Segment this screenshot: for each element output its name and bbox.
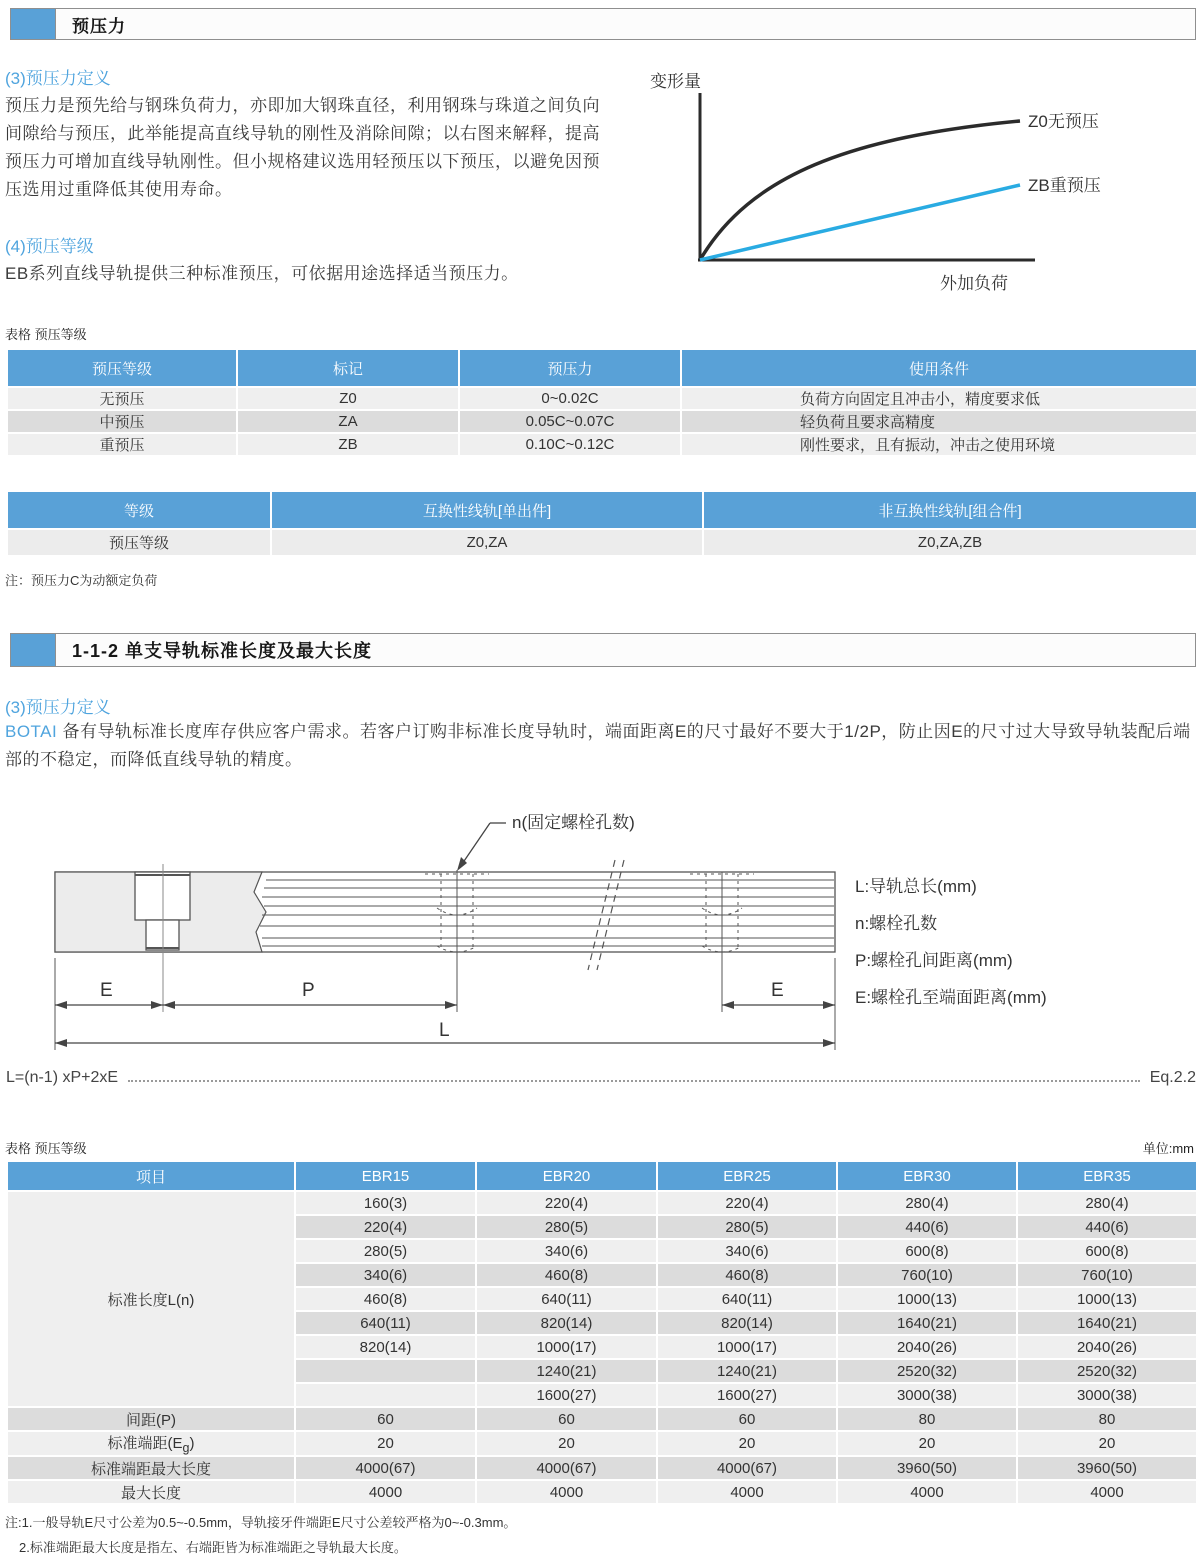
table-cell: 460(8) [477,1264,656,1286]
eg-label-sub: g [182,1441,190,1455]
table-cell: 60 [658,1408,836,1430]
table-cell: 0~0.02C [460,388,680,409]
equation-number: Eq.2.2 [1149,1069,1196,1086]
table-cell: Z0 [238,388,458,409]
table-cell: 600(8) [838,1240,1016,1262]
table-cell: 280(5) [477,1216,656,1238]
dotted-leader [128,1068,1140,1082]
table-cell: 0.10C~0.12C [460,434,680,455]
dim-label-e-right: E [771,980,784,1001]
table-cell: 760(10) [1018,1264,1196,1286]
chart-y-axis-label: 变形量 [650,72,701,91]
eg-label-post: ) [189,1435,195,1452]
table-cell: 160(3) [296,1192,475,1214]
table-cell: 2040(26) [1018,1336,1196,1358]
table-cell: 220(4) [658,1192,836,1214]
table-cell: 600(8) [1018,1240,1196,1262]
table-cell: 1000(17) [477,1336,656,1358]
table-cell: 1000(13) [1018,1288,1196,1310]
legend-item-l: L:导轨总长(mm) [855,877,977,896]
section-accent-block [11,9,56,39]
table-cell: 3960(50) [1018,1457,1196,1479]
table-cell: 3960(50) [838,1457,1016,1479]
table-cell: 3000(38) [1018,1384,1196,1406]
footnote-line-1: 注:1.一般导轨E尺寸公差为0.5~-0.5mm，导轨接牙件端距E尺寸公差较严格为0~-0.3mm。 [5,1515,517,1530]
table-cell: Z0,ZA,ZB [704,530,1196,555]
table-row [8,388,1196,409]
callout-leader [460,823,490,867]
section1-header-bar [10,8,1196,40]
rail-length-heading: (3)预压力定义 [5,698,111,717]
table-cell: 2520(32) [838,1360,1016,1382]
table-cell: 1600(27) [658,1384,836,1406]
table-cell: 80 [1018,1408,1196,1430]
table-cell: 刚性要求，且有振动，冲击之使用环境 [682,434,1196,455]
row-label-cell: 标准端距最大长度 [8,1457,294,1479]
table3-unit-label: 单位:mm [1142,1141,1194,1156]
table-row [8,530,1196,555]
table2-header-row [8,492,1196,528]
table-cell: 760(10) [838,1264,1016,1286]
table-cell: 中预压 [8,411,236,432]
table-cell: 460(8) [296,1288,475,1310]
table-cell: 340(6) [477,1240,656,1262]
table-cell: 4000 [658,1481,836,1503]
eg-label-pre: 标准端距(E [107,1435,183,1452]
table-cell: 1240(21) [658,1360,836,1382]
table-cell: 60 [296,1408,475,1430]
row-label-cell: 最大长度 [8,1481,294,1503]
preload-definition-body: 预压力是预先给与钢珠负荷力，亦即加大钢珠直径，利用钢珠与珠道之间负向间隙给与预压，此举能提高直线导轨的刚性及消除间隙；以右图来解释，提高预压力可增加直线导轨刚性。但小规格建议选用轻预压以下预压，以避免因预压选用过重降低其使用寿命。 [5,96,600,199]
table-cell: 4000(67) [658,1457,836,1479]
chart-z0-series-label: Z0无预压 [1028,112,1099,131]
table1-header-mark: 标记 [238,350,458,386]
preload-definition-heading: (3)预压力定义 [5,69,111,88]
table-cell: 预压等级 [8,530,270,555]
table-cell: 1000(17) [658,1336,836,1358]
table-cell: 1600(27) [477,1384,656,1406]
table-cell: 0.05C~0.07C [460,411,680,432]
table-cell: 220(4) [296,1216,475,1238]
table3-caption: 表格 预压等级 [5,1141,87,1156]
table2-header-interchangeable: 互换性线轨[单出件] [272,492,702,528]
chart-x-axis-label: 外加负荷 [940,274,1008,293]
table1-header-condition: 使用条件 [682,350,1196,386]
table-cell: 280(5) [658,1216,836,1238]
table-cell: 640(11) [477,1288,656,1310]
table-cell: 2520(32) [1018,1360,1196,1382]
table-row [8,1192,1196,1214]
table-cell: 60 [477,1408,656,1430]
section1-title: 预压力 [72,16,126,36]
table-row [8,1432,1196,1455]
rail-dimension-drawing [40,800,860,1060]
table-cell: 640(11) [658,1288,836,1310]
length-formula-row [6,1068,1196,1087]
dim-label-l: L [439,1020,450,1041]
table3-header-ebr20: EBR20 [477,1162,656,1190]
rail-length-body [5,718,1197,774]
table-cell: 1640(21) [838,1312,1016,1334]
row-label-cell [8,1432,294,1455]
dim-label-e-left: E [100,980,113,1001]
interchangeability-table [6,490,1198,557]
table-row [8,1457,1196,1479]
chart-z0-curve [700,121,1020,260]
table3-header-item: 项目 [8,1162,294,1190]
table-cell: 80 [838,1408,1016,1430]
table-cell: 2040(26) [838,1336,1016,1358]
table-cell: 4000 [1018,1481,1196,1503]
table-cell: 340(6) [658,1240,836,1262]
chart-zb-series-label: ZB重预压 [1028,176,1101,195]
table-cell: 4000 [296,1481,475,1503]
footnote-line-2: 2.标准端距最大长度是指左、右端距皆为标准端距之导轨最大长度。 [19,1540,407,1555]
section-accent-block [11,634,56,666]
table-cell: 4000(67) [477,1457,656,1479]
table3-footnotes [5,1510,516,1560]
table-cell: ZB [238,434,458,455]
table-cell: 440(6) [838,1216,1016,1238]
table2-header-grade: 等级 [8,492,270,528]
table-cell: 280(4) [1018,1192,1196,1214]
table-cell: 20 [658,1432,836,1455]
table-cell: 820(14) [477,1312,656,1334]
section2-header-bar [10,633,1196,667]
table1-header-row [8,350,1196,386]
table-cell: 4000 [477,1481,656,1503]
table-cell: 20 [477,1432,656,1455]
table3-header-ebr15: EBR15 [296,1162,475,1190]
chart-zb-line [700,185,1020,260]
table-cell: 640(11) [296,1312,475,1334]
table-cell: 20 [838,1432,1016,1455]
table-cell: 440(6) [1018,1216,1196,1238]
row-label-cell: 间距(P) [8,1408,294,1430]
table-cell: 轻负荷且要求高精度 [682,411,1196,432]
table-cell: 4000 [838,1481,1016,1503]
brand-name: BOTAI [5,722,58,741]
preload-grade-body: EB系列直线导轨提供三种标准预压，可依据用途选择适当预压力。 [5,264,519,283]
dim-label-p: P [302,980,315,1001]
table1-header-grade: 预压等级 [8,350,236,386]
preload-deformation-chart [620,65,1200,305]
table-row [8,1481,1196,1503]
table3-header-ebr25: EBR25 [658,1162,836,1190]
table-cell: 4000(67) [296,1457,475,1479]
table-cell: 1640(21) [1018,1312,1196,1334]
table-cell: 460(8) [658,1264,836,1286]
table-cell: 820(14) [658,1312,836,1334]
table-row [8,434,1196,455]
table-cell: 无预压 [8,388,236,409]
table-cell: 280(4) [838,1192,1016,1214]
table-cell: 1240(21) [477,1360,656,1382]
table-cell [296,1360,475,1382]
table-row [8,411,1196,432]
table-cell [296,1384,475,1406]
table3-header-ebr30: EBR30 [838,1162,1016,1190]
table-cell: 1000(13) [838,1288,1016,1310]
table1-caption: 表格 预压等级 [5,327,87,342]
table2-header-non-interchangeable: 非互换性线轨[组合件] [704,492,1196,528]
legend-item-e: E:螺栓孔至端面距离(mm) [855,988,1047,1007]
table-cell: 280(5) [296,1240,475,1262]
legend-item-n: n:螺栓孔数 [855,914,938,933]
table3-header-ebr35: EBR35 [1018,1162,1196,1190]
length-formula: L=(n-1) xP+2xE [6,1069,119,1086]
table-cell: 820(14) [296,1336,475,1358]
section2-title: 1-1-2 单支导轨标准长度及最大长度 [72,641,373,661]
table-cell: 负荷方向固定且冲击小，精度要求低 [682,388,1196,409]
table-cell: 340(6) [296,1264,475,1286]
table-cell: 20 [1018,1432,1196,1455]
preload-grade-heading: (4)预压等级 [5,237,94,256]
table-cell: 重预压 [8,434,236,455]
table-cell: 3000(38) [838,1384,1016,1406]
bolt-count-callout: n(固定螺栓孔数) [512,813,635,832]
standard-length-label-cell: 标准长度L(n) [8,1192,294,1406]
table1-header-force: 预压力 [460,350,680,386]
table3-header-row [8,1162,1196,1190]
rail-length-body-text: 备有导轨标准长度库存供应客户需求。若客户订购非标准长度导轨时，端面距离E的尺寸最好不要大于1/2P，防止因E的尺寸过大导致导轨装配后端部的不稳定，而降低直线导轨的精度。 [5,722,1191,769]
drawing-legend [855,868,1047,1016]
table2-footnote: 注：预压力C为动额定负荷 [5,573,158,588]
standard-length-table [6,1160,1198,1505]
preload-grade-table [6,348,1198,457]
table-cell: ZA [238,411,458,432]
table-cell: 20 [296,1432,475,1455]
legend-item-p: P:螺栓孔间距离(mm) [855,951,1013,970]
table-cell: 220(4) [477,1192,656,1214]
table-cell: Z0,ZA [272,530,702,555]
table-row [8,1408,1196,1430]
